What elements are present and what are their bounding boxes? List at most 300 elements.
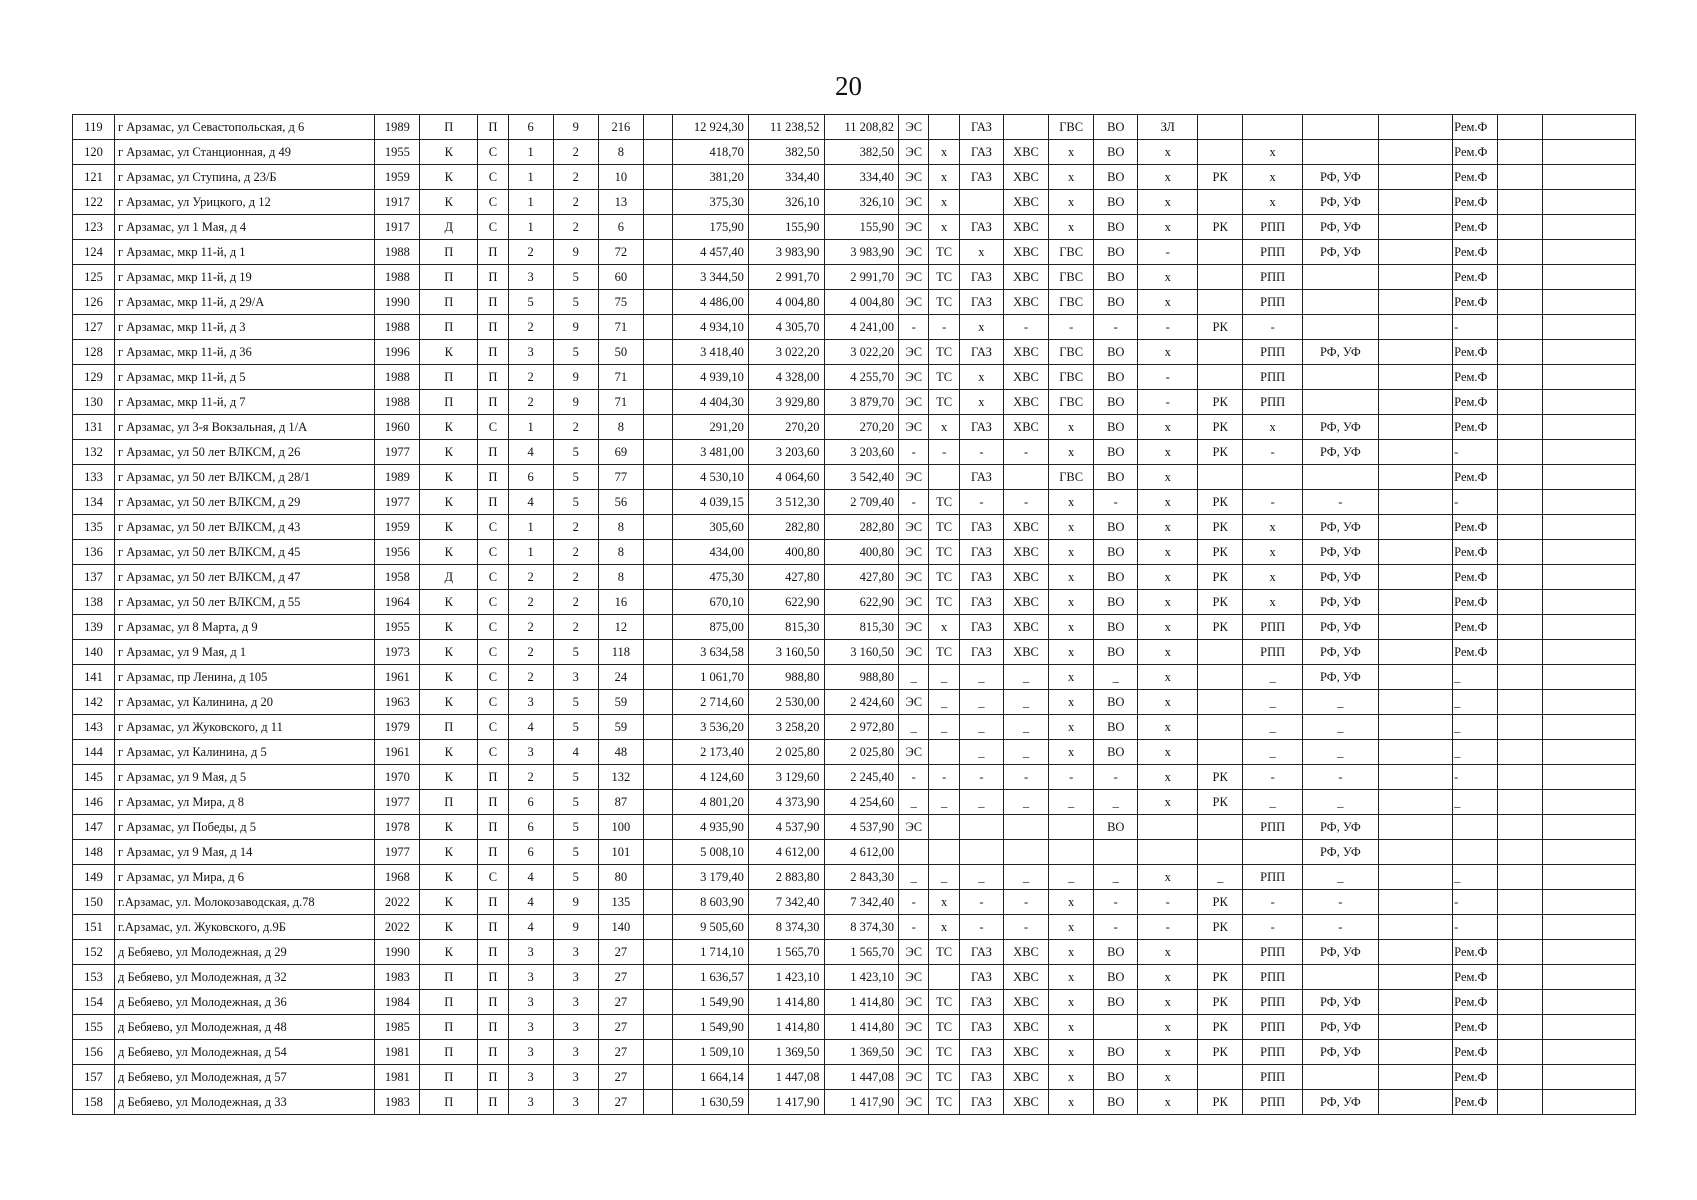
cell-floors: 9 (553, 365, 598, 390)
cell-blank-3 (1498, 815, 1543, 840)
cell-sewage: ВО (1094, 740, 1138, 765)
cell-repair-1: РПП (1243, 1090, 1303, 1115)
cell-cold-water: ХВС (1003, 140, 1048, 165)
cell-wall-material: К (420, 165, 478, 190)
cell-building-type: С (478, 690, 508, 715)
cell-entrances: 4 (508, 915, 553, 940)
cell-cold-water: ХВС (1003, 565, 1048, 590)
cell-gas-supply: ГАЗ (959, 290, 1003, 315)
cell-repair-2: - (1303, 765, 1379, 790)
cell-apartments: 118 (598, 640, 643, 665)
cell-private-area: 1 417,90 (824, 1090, 899, 1115)
cell-blank-3 (1498, 440, 1543, 465)
cell-gas-supply: ГАЗ (959, 515, 1003, 540)
cell-fund: Рем.Ф (1453, 140, 1498, 165)
cell-heat-supply: ТС (929, 1065, 959, 1090)
cell-living-area: 326,10 (748, 190, 824, 215)
cell-wall-material: П (420, 790, 478, 815)
cell-address: г Арзамас, ул 50 лет ВЛКСМ, д 29 (114, 490, 374, 515)
cell-building-type: С (478, 140, 508, 165)
cell-repair-2: _ (1303, 690, 1379, 715)
cell-building-type: С (478, 640, 508, 665)
cell-sewage: - (1094, 490, 1138, 515)
cell-blank-3 (1498, 465, 1543, 490)
cell-hot-water: ГВС (1049, 340, 1094, 365)
cell-building-type: С (478, 740, 508, 765)
cell-blank (643, 665, 672, 690)
cell-heat-supply: ТС (929, 490, 959, 515)
table-row (73, 615, 1636, 640)
cell-gas-supply: ГАЗ (959, 1040, 1003, 1065)
cell-heat-supply: ТС (929, 390, 959, 415)
cell-blank-3 (1498, 590, 1543, 615)
cell-gas-supply: _ (959, 715, 1003, 740)
cell-living-area: 1 414,80 (748, 990, 824, 1015)
cell-extra-1: х (1138, 665, 1198, 690)
cell-living-area: 11 238,52 (748, 115, 824, 140)
cell-blank-4 (1543, 190, 1636, 215)
cell-building-type: С (478, 415, 508, 440)
cell-year-built: 1977 (375, 840, 420, 865)
cell-row-number: 148 (73, 840, 115, 865)
cell-fund: Рем.Ф (1453, 240, 1498, 265)
cell-blank-4 (1543, 115, 1636, 140)
building-registry-table (72, 114, 1636, 1115)
cell-building-type: С (478, 590, 508, 615)
cell-year-built: 1983 (375, 965, 420, 990)
cell-blank (643, 1065, 672, 1090)
cell-blank-2 (1378, 565, 1453, 590)
cell-blank (643, 440, 672, 465)
cell-total-area: 3 179,40 (673, 865, 749, 890)
cell-power-supply: _ (899, 665, 929, 690)
cell-hot-water: х (1049, 940, 1094, 965)
cell-row-number: 155 (73, 1015, 115, 1040)
cell-sewage: ВО (1094, 690, 1138, 715)
cell-blank-3 (1498, 765, 1543, 790)
cell-total-area: 1 714,10 (673, 940, 749, 965)
cell-apartments: 8 (598, 140, 643, 165)
cell-building-type: П (478, 815, 508, 840)
cell-private-area: 2 972,80 (824, 715, 899, 740)
cell-sewage: ВО (1094, 715, 1138, 740)
cell-floors: 5 (553, 640, 598, 665)
cell-blank-4 (1543, 515, 1636, 540)
cell-entrances: 6 (508, 815, 553, 840)
cell-wall-material: П (420, 365, 478, 390)
cell-gas-supply: ГАЗ (959, 640, 1003, 665)
cell-blank-3 (1498, 690, 1543, 715)
cell-apartments: 27 (598, 1065, 643, 1090)
cell-blank-2 (1378, 115, 1453, 140)
cell-extra-1: - (1138, 890, 1198, 915)
cell-year-built: 1989 (375, 465, 420, 490)
cell-blank (643, 790, 672, 815)
cell-apartments: 8 (598, 540, 643, 565)
cell-floors: 2 (553, 565, 598, 590)
cell-total-area: 3 536,20 (673, 715, 749, 740)
cell-gas-supply: ГАЗ (959, 115, 1003, 140)
cell-extra-2: РК (1198, 890, 1243, 915)
cell-hot-water: х (1049, 190, 1094, 215)
cell-year-built: 1961 (375, 665, 420, 690)
cell-fund: - (1453, 440, 1498, 465)
cell-fund: _ (1453, 665, 1498, 690)
cell-heat-supply: х (929, 165, 959, 190)
cell-blank-3 (1498, 190, 1543, 215)
cell-blank-2 (1378, 840, 1453, 865)
cell-building-type: П (478, 315, 508, 340)
cell-blank-3 (1498, 390, 1543, 415)
cell-total-area: 3 634,58 (673, 640, 749, 665)
cell-gas-supply: ГАЗ (959, 165, 1003, 190)
cell-blank-2 (1378, 240, 1453, 265)
cell-row-number: 147 (73, 815, 115, 840)
cell-wall-material: К (420, 415, 478, 440)
cell-apartments: 140 (598, 915, 643, 940)
cell-heat-supply: х (929, 190, 959, 215)
cell-power-supply: ЭС (899, 140, 929, 165)
cell-extra-1: ЗЛ (1138, 115, 1198, 140)
cell-building-type: П (478, 1090, 508, 1115)
cell-sewage: _ (1094, 865, 1138, 890)
cell-power-supply: ЭС (899, 115, 929, 140)
cell-building-type: П (478, 265, 508, 290)
cell-blank-4 (1543, 990, 1636, 1015)
cell-heat-supply: _ (929, 865, 959, 890)
cell-fund: Рем.Ф (1453, 290, 1498, 315)
cell-sewage: ВО (1094, 990, 1138, 1015)
table-row (73, 915, 1636, 940)
cell-sewage: ВО (1094, 140, 1138, 165)
cell-cold-water: - (1003, 315, 1048, 340)
cell-blank-2 (1378, 965, 1453, 990)
cell-apartments: 27 (598, 940, 643, 965)
cell-row-number: 139 (73, 615, 115, 640)
cell-extra-2: РК (1198, 440, 1243, 465)
cell-blank-4 (1543, 540, 1636, 565)
cell-blank (643, 765, 672, 790)
cell-apartments: 27 (598, 1040, 643, 1065)
cell-cold-water: _ (1003, 690, 1048, 715)
cell-private-area: 2 025,80 (824, 740, 899, 765)
cell-wall-material: Д (420, 565, 478, 590)
cell-wall-material: К (420, 665, 478, 690)
cell-extra-1: х (1138, 1090, 1198, 1115)
cell-living-area: 2 530,00 (748, 690, 824, 715)
cell-repair-1: _ (1243, 715, 1303, 740)
cell-floors: 2 (553, 165, 598, 190)
cell-row-number: 140 (73, 640, 115, 665)
cell-living-area: 3 983,90 (748, 240, 824, 265)
cell-blank-4 (1543, 965, 1636, 990)
cell-row-number: 150 (73, 890, 115, 915)
cell-repair-2 (1303, 390, 1379, 415)
cell-apartments: 71 (598, 365, 643, 390)
cell-cold-water: ХВС (1003, 190, 1048, 215)
cell-living-area: 400,80 (748, 540, 824, 565)
cell-living-area: 1 447,08 (748, 1065, 824, 1090)
cell-repair-1: х (1243, 190, 1303, 215)
cell-wall-material: К (420, 865, 478, 890)
cell-extra-1: - (1138, 365, 1198, 390)
cell-living-area: 3 258,20 (748, 715, 824, 740)
cell-entrances: 4 (508, 490, 553, 515)
cell-wall-material: П (420, 390, 478, 415)
cell-blank (643, 715, 672, 740)
cell-blank-3 (1498, 1065, 1543, 1090)
cell-power-supply: _ (899, 715, 929, 740)
cell-gas-supply: ГАЗ (959, 940, 1003, 965)
cell-cold-water: - (1003, 915, 1048, 940)
cell-entrances: 2 (508, 390, 553, 415)
cell-private-area: 2 991,70 (824, 265, 899, 290)
cell-year-built: 1964 (375, 590, 420, 615)
cell-extra-1: х (1138, 990, 1198, 1015)
cell-year-built: 1981 (375, 1040, 420, 1065)
cell-gas-supply: ГАЗ (959, 965, 1003, 990)
cell-blank-2 (1378, 490, 1453, 515)
cell-wall-material: К (420, 465, 478, 490)
cell-extra-1: х (1138, 715, 1198, 740)
cell-repair-2: - (1303, 890, 1379, 915)
cell-blank (643, 965, 672, 990)
cell-blank-4 (1543, 465, 1636, 490)
cell-entrances: 3 (508, 1040, 553, 1065)
cell-row-number: 128 (73, 340, 115, 365)
cell-heat-supply: ТС (929, 265, 959, 290)
cell-heat-supply (929, 965, 959, 990)
cell-wall-material: П (420, 1090, 478, 1115)
cell-gas-supply: _ (959, 740, 1003, 765)
cell-power-supply: ЭС (899, 640, 929, 665)
cell-heat-supply (929, 115, 959, 140)
cell-year-built: 1956 (375, 540, 420, 565)
cell-extra-1: х (1138, 440, 1198, 465)
cell-extra-2 (1198, 240, 1243, 265)
cell-blank-2 (1378, 265, 1453, 290)
cell-power-supply: ЭС (899, 390, 929, 415)
cell-power-supply: ЭС (899, 1090, 929, 1115)
table-row (73, 115, 1636, 140)
cell-cold-water (1003, 115, 1048, 140)
cell-blank (643, 915, 672, 940)
cell-extra-2: РК (1198, 790, 1243, 815)
cell-repair-1: х (1243, 565, 1303, 590)
cell-apartments: 59 (598, 690, 643, 715)
cell-gas-supply: _ (959, 690, 1003, 715)
cell-address: г Арзамас, ул 3-я Вокзальная, д 1/А (114, 415, 374, 440)
cell-hot-water: х (1049, 690, 1094, 715)
cell-living-area: 2 991,70 (748, 265, 824, 290)
cell-blank-2 (1378, 740, 1453, 765)
table-row (73, 265, 1636, 290)
cell-power-supply: - (899, 315, 929, 340)
cell-power-supply: ЭС (899, 240, 929, 265)
cell-repair-2: РФ, УФ (1303, 515, 1379, 540)
cell-power-supply: ЭС (899, 215, 929, 240)
cell-apartments: 69 (598, 440, 643, 465)
cell-extra-1 (1138, 840, 1198, 865)
cell-repair-2 (1303, 265, 1379, 290)
cell-blank-3 (1498, 890, 1543, 915)
cell-year-built: 1985 (375, 1015, 420, 1040)
cell-living-area: 3 022,20 (748, 340, 824, 365)
cell-sewage: - (1094, 915, 1138, 940)
cell-repair-1: РПП (1243, 390, 1303, 415)
cell-blank-4 (1543, 440, 1636, 465)
cell-entrances: 1 (508, 190, 553, 215)
cell-year-built: 1955 (375, 140, 420, 165)
table-row (73, 665, 1636, 690)
cell-hot-water: - (1049, 765, 1094, 790)
cell-cold-water: ХВС (1003, 540, 1048, 565)
cell-repair-2 (1303, 290, 1379, 315)
cell-entrances: 6 (508, 790, 553, 815)
cell-address: г Арзамас, ул 1 Мая, д 4 (114, 215, 374, 240)
cell-apartments: 77 (598, 465, 643, 490)
cell-blank (643, 115, 672, 140)
cell-floors: 5 (553, 815, 598, 840)
cell-blank-4 (1543, 415, 1636, 440)
cell-repair-2: РФ, УФ (1303, 415, 1379, 440)
cell-year-built: 1973 (375, 640, 420, 665)
cell-heat-supply (929, 840, 959, 865)
cell-blank-2 (1378, 415, 1453, 440)
cell-blank-2 (1378, 890, 1453, 915)
cell-sewage: ВО (1094, 1040, 1138, 1065)
cell-power-supply: ЭС (899, 565, 929, 590)
cell-sewage: ВО (1094, 190, 1138, 215)
cell-address: г Арзамас, ул 50 лет ВЛКСМ, д 43 (114, 515, 374, 540)
cell-apartments: 27 (598, 1015, 643, 1040)
cell-wall-material: П (420, 715, 478, 740)
cell-blank (643, 1090, 672, 1115)
cell-fund: Рем.Ф (1453, 990, 1498, 1015)
cell-cold-water: ХВС (1003, 940, 1048, 965)
cell-apartments: 80 (598, 865, 643, 890)
cell-extra-2 (1198, 640, 1243, 665)
cell-power-supply: - (899, 915, 929, 940)
cell-apartments: 8 (598, 515, 643, 540)
cell-blank-2 (1378, 865, 1453, 890)
cell-building-type: С (478, 865, 508, 890)
cell-extra-1: х (1138, 615, 1198, 640)
cell-total-area: 1 664,14 (673, 1065, 749, 1090)
cell-repair-1: - (1243, 440, 1303, 465)
cell-wall-material: Д (420, 215, 478, 240)
cell-repair-2 (1303, 140, 1379, 165)
cell-private-area: 1 414,80 (824, 990, 899, 1015)
table-row (73, 190, 1636, 215)
cell-blank-2 (1378, 790, 1453, 815)
cell-extra-2: РК (1198, 515, 1243, 540)
cell-row-number: 153 (73, 965, 115, 990)
cell-address: г Арзамас, ул Жуковского, д 11 (114, 715, 374, 740)
cell-extra-1: х (1138, 540, 1198, 565)
cell-wall-material: К (420, 540, 478, 565)
cell-floors: 5 (553, 290, 598, 315)
cell-hot-water: х (1049, 215, 1094, 240)
cell-row-number: 146 (73, 790, 115, 815)
cell-hot-water: х (1049, 415, 1094, 440)
cell-fund: Рем.Ф (1453, 615, 1498, 640)
cell-blank-2 (1378, 365, 1453, 390)
cell-year-built: 1990 (375, 290, 420, 315)
cell-address: г Арзамас, мкр 11-й, д 3 (114, 315, 374, 340)
cell-hot-water: х (1049, 640, 1094, 665)
cell-blank-4 (1543, 640, 1636, 665)
cell-heat-supply: х (929, 615, 959, 640)
cell-blank (643, 340, 672, 365)
cell-blank (643, 415, 672, 440)
cell-apartments: 8 (598, 415, 643, 440)
cell-living-area: 4 537,90 (748, 815, 824, 840)
cell-blank-3 (1498, 1040, 1543, 1065)
cell-fund: Рем.Ф (1453, 165, 1498, 190)
cell-row-number: 120 (73, 140, 115, 165)
cell-private-area: 155,90 (824, 215, 899, 240)
cell-blank-2 (1378, 640, 1453, 665)
cell-sewage: - (1094, 765, 1138, 790)
cell-entrances: 2 (508, 615, 553, 640)
cell-year-built: 1960 (375, 415, 420, 440)
cell-repair-2: - (1303, 915, 1379, 940)
cell-wall-material: К (420, 915, 478, 940)
cell-address: д Бебяево, ул Молодежная, д 48 (114, 1015, 374, 1040)
cell-building-type: П (478, 1015, 508, 1040)
cell-blank-2 (1378, 940, 1453, 965)
cell-cold-water: ХВС (1003, 590, 1048, 615)
cell-total-area: 3 344,50 (673, 265, 749, 290)
cell-blank (643, 840, 672, 865)
cell-private-area: 1 369,50 (824, 1040, 899, 1065)
cell-blank (643, 1040, 672, 1065)
cell-living-area: 4 612,00 (748, 840, 824, 865)
cell-repair-1: х (1243, 590, 1303, 615)
cell-repair-2 (1303, 365, 1379, 390)
cell-fund: _ (1453, 715, 1498, 740)
cell-repair-1: х (1243, 165, 1303, 190)
cell-extra-1: - (1138, 315, 1198, 340)
cell-entrances: 3 (508, 690, 553, 715)
cell-address: г Арзамас, ул Станционная, д 49 (114, 140, 374, 165)
cell-cold-water: ХВС (1003, 1015, 1048, 1040)
cell-fund: Рем.Ф (1453, 465, 1498, 490)
cell-living-area: 2 883,80 (748, 865, 824, 890)
cell-blank-3 (1498, 140, 1543, 165)
cell-blank-4 (1543, 290, 1636, 315)
cell-power-supply: ЭС (899, 1015, 929, 1040)
cell-row-number: 156 (73, 1040, 115, 1065)
cell-total-area: 2 714,60 (673, 690, 749, 715)
cell-repair-2: РФ, УФ (1303, 240, 1379, 265)
table-row (73, 540, 1636, 565)
cell-living-area: 155,90 (748, 215, 824, 240)
cell-repair-1: - (1243, 765, 1303, 790)
cell-building-type: П (478, 765, 508, 790)
cell-living-area: 815,30 (748, 615, 824, 640)
cell-extra-2: РК (1198, 315, 1243, 340)
cell-entrances: 1 (508, 415, 553, 440)
cell-repair-1: _ (1243, 740, 1303, 765)
cell-row-number: 137 (73, 565, 115, 590)
cell-blank (643, 940, 672, 965)
cell-blank-2 (1378, 665, 1453, 690)
cell-blank (643, 615, 672, 640)
cell-hot-water: ГВС (1049, 265, 1094, 290)
cell-blank-3 (1498, 940, 1543, 965)
